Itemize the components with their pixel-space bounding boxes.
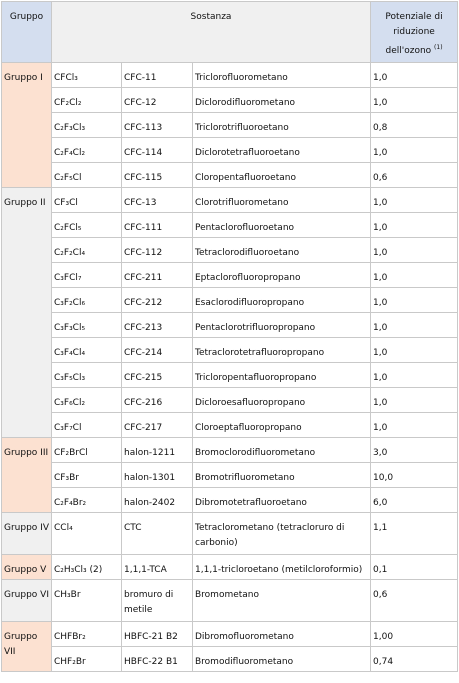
code-line: bromuro di	[124, 590, 174, 600]
odp-cell: 10,0	[371, 463, 458, 488]
odp-cell: 1,0	[371, 263, 458, 288]
group-cell: Gruppo VII	[2, 622, 52, 672]
name-cell: Dicloroesafluoropropano	[193, 388, 371, 413]
formula-cell: C₂F₂Cl₄	[52, 238, 122, 263]
code-line: metile	[124, 605, 153, 615]
name-cell: Tetraclorodifluoroetano	[193, 238, 371, 263]
header-odp-note: (1)	[434, 44, 443, 51]
formula-cell: C₃F₅Cl₃	[52, 363, 122, 388]
name-cell: Triclorofluorometano	[193, 63, 371, 88]
odp-cell: 1,0	[371, 363, 458, 388]
odp-cell: 1,0	[371, 188, 458, 213]
name-cell: Diclorodifluorometano	[193, 88, 371, 113]
formula-cell: C₃F₂Cl₆	[52, 288, 122, 313]
formula-cell: C₃F₆Cl₂	[52, 388, 122, 413]
name-cell: Triclorotrifluoroetano	[193, 113, 371, 138]
odp-cell: 1,0	[371, 313, 458, 338]
code-cell: HBFC-21 B2	[122, 622, 193, 647]
code-cell: CFC-215	[122, 363, 193, 388]
odp-cell: 1,0	[371, 388, 458, 413]
code-cell: CFC-114	[122, 138, 193, 163]
formula-cell: CF₃Cl	[52, 188, 122, 213]
odp-cell: 0,74	[371, 647, 458, 672]
name-cell: Bromodifluorometano	[193, 647, 371, 672]
code-cell: CFC-12	[122, 88, 193, 113]
table-row	[2, 513, 458, 555]
code-cell: CFC-216	[122, 388, 193, 413]
name-cell: Bromoclorodifluorometano	[193, 438, 371, 463]
table-row	[2, 88, 458, 113]
code-cell: CFC-213	[122, 313, 193, 338]
name-cell: Tetraclorotetrafluoropropano	[193, 338, 371, 363]
table-row	[2, 63, 458, 88]
code-cell: CFC-211	[122, 263, 193, 288]
odp-cell: 0,6	[371, 580, 458, 622]
name-cell: 1,1,1-tricloroetano (metilcloroformio)	[193, 555, 371, 580]
name-cell: Dibromofluorometano	[193, 622, 371, 647]
group-cell: Gruppo VI	[2, 580, 52, 622]
code-cell: CFC-214	[122, 338, 193, 363]
name-cell: Clorotrifluorometano	[193, 188, 371, 213]
odp-cell: 1,0	[371, 238, 458, 263]
formula-cell: CH₃Br	[52, 580, 122, 622]
formula-cell: C₃FCl₇	[52, 263, 122, 288]
odp-cell: 1,0	[371, 413, 458, 438]
odp-cell: 0,1	[371, 555, 458, 580]
odp-cell: 1,0	[371, 88, 458, 113]
group-cell: Gruppo V	[2, 555, 52, 580]
formula-cell: C₂F₄Br₂	[52, 488, 122, 513]
name-cell	[193, 513, 371, 555]
table-row	[2, 438, 458, 463]
table-row	[2, 388, 458, 413]
formula-note: (2)	[89, 565, 103, 575]
formula-cell: C₂F₄Cl₂	[52, 138, 122, 163]
code-cell	[122, 580, 193, 622]
name-cell: Esaclorodifluoropropano	[193, 288, 371, 313]
formula-cell: C₃F₄Cl₄	[52, 338, 122, 363]
group-cell: Gruppo II	[2, 188, 52, 438]
odp-cell: 1,0	[371, 338, 458, 363]
code-cell: CFC-11	[122, 63, 193, 88]
code-cell: CFC-113	[122, 113, 193, 138]
table-row	[2, 647, 458, 672]
code-cell: CFC-115	[122, 163, 193, 188]
table-row	[2, 463, 458, 488]
header-group: Gruppo	[2, 2, 52, 63]
table-row	[2, 138, 458, 163]
formula-cell: CHFBr₂	[52, 622, 122, 647]
table-row	[2, 213, 458, 238]
formula-cell: CHF₂Br	[52, 647, 122, 672]
odp-cell: 6,0	[371, 488, 458, 513]
formula-cell: C₃F₇Cl	[52, 413, 122, 438]
name-cell: Diclorotetrafluoroetano	[193, 138, 371, 163]
code-cell: CFC-112	[122, 238, 193, 263]
name-cell: Cloropentafluoroetano	[193, 163, 371, 188]
table-row	[2, 488, 458, 513]
formula-cell: CFCl₃	[52, 63, 122, 88]
header-substance: Sostanza	[52, 2, 371, 63]
odp-cell: 1,1	[371, 513, 458, 555]
name-cell: Tricloropentafluoropropano	[193, 363, 371, 388]
name-cell: Cloroeptafluoropropano	[193, 413, 371, 438]
header-odp-label: Potenziale di riduzione dell'ozono	[385, 12, 443, 56]
group-cell: Gruppo IV	[2, 513, 52, 555]
formula-cell: CCl₄	[52, 513, 122, 555]
table-row	[2, 288, 458, 313]
table-row	[2, 163, 458, 188]
code-cell: halon-1211	[122, 438, 193, 463]
header-odp	[371, 2, 458, 63]
name-cell: Eptaclorofluoropropano	[193, 263, 371, 288]
code-cell: CTC	[122, 513, 193, 555]
table-row	[2, 188, 458, 213]
table-row	[2, 238, 458, 263]
formula-cell: CF₃Br	[52, 463, 122, 488]
odp-cell: 1,00	[371, 622, 458, 647]
odp-cell: 0,6	[371, 163, 458, 188]
odp-cell: 1,0	[371, 138, 458, 163]
table-row	[2, 113, 458, 138]
name-cell: Dibromotetrafluoroetano	[193, 488, 371, 513]
formula-cell: C₂FCl₅	[52, 213, 122, 238]
table-header-row	[2, 2, 458, 63]
name-cell: Bromometano	[193, 580, 371, 622]
ozone-substances-table	[1, 1, 458, 672]
odp-cell: 0,8	[371, 113, 458, 138]
table-row	[2, 363, 458, 388]
group-cell: Gruppo I	[2, 63, 52, 188]
formula-cell: C₂F₃Cl₃	[52, 113, 122, 138]
code-cell: CFC-13	[122, 188, 193, 213]
formula-cell: C₂F₅Cl	[52, 163, 122, 188]
formula-cell: CF₂Cl₂	[52, 88, 122, 113]
name-line: Tetraclorometano (tetracloruro di	[195, 523, 345, 533]
code-cell: halon-2402	[122, 488, 193, 513]
code-cell: halon-1301	[122, 463, 193, 488]
odp-cell: 3,0	[371, 438, 458, 463]
odp-cell: 1,0	[371, 63, 458, 88]
table-row	[2, 413, 458, 438]
code-cell: CFC-111	[122, 213, 193, 238]
odp-cell: 1,0	[371, 213, 458, 238]
table-row	[2, 580, 458, 622]
group-cell: Gruppo III	[2, 438, 52, 513]
table-row	[2, 338, 458, 363]
odp-cell: 1,0	[371, 288, 458, 313]
name-cell: Bromotrifluorometano	[193, 463, 371, 488]
code-cell: 1,1,1-TCA	[122, 555, 193, 580]
code-cell: HBFC-22 B1	[122, 647, 193, 672]
formula-cell: CF₂BrCl	[52, 438, 122, 463]
table-row	[2, 263, 458, 288]
name-line: carbonio)	[195, 538, 238, 548]
table-row	[2, 555, 458, 580]
formula-cell: C₃F₃Cl₅	[52, 313, 122, 338]
formula-text: C₂H₃Cl₃	[54, 565, 87, 575]
formula-cell	[52, 555, 122, 580]
name-cell: Pentaclorofluoroetano	[193, 213, 371, 238]
name-cell: Pentaclorotrifluoropropano	[193, 313, 371, 338]
table-row	[2, 622, 458, 647]
code-cell: CFC-212	[122, 288, 193, 313]
code-cell: CFC-217	[122, 413, 193, 438]
table-row	[2, 313, 458, 338]
